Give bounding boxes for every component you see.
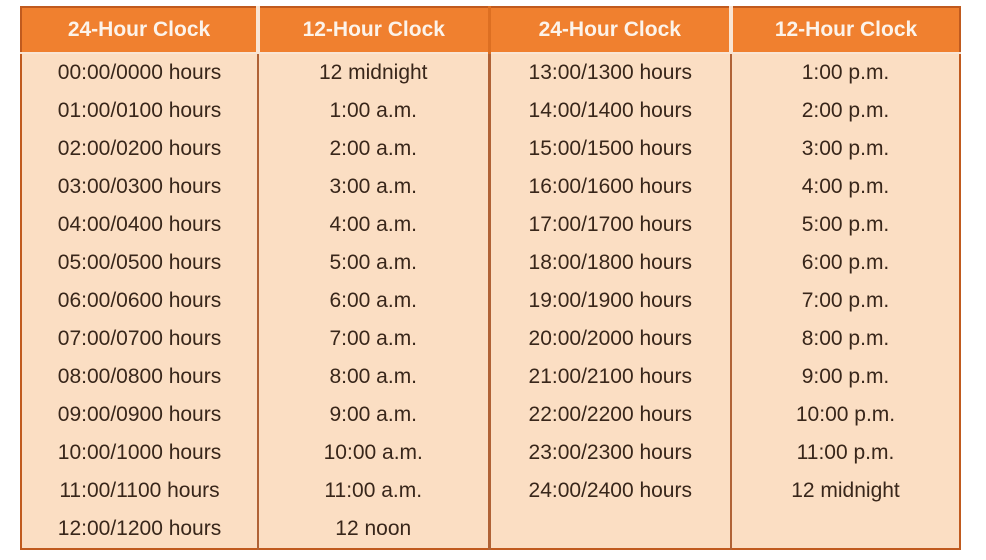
table-row xyxy=(21,206,960,244)
table-cell: 11:00/1100 hours xyxy=(21,472,258,510)
table-cell: 20:00/2000 hours xyxy=(489,320,731,358)
table-cell: 6:00 p.m. xyxy=(731,244,960,282)
table-cell: 2:00 p.m. xyxy=(731,92,960,130)
table-cell: 07:00/0700 hours xyxy=(21,320,258,358)
table-cell: 04:00/0400 hours xyxy=(21,206,258,244)
table-cell: 12:00/1200 hours xyxy=(21,510,258,549)
table-cell: 22:00/2200 hours xyxy=(489,396,731,434)
column-header-12hr-left: 12-Hour Clock xyxy=(258,7,489,53)
table-cell: 4:00 a.m. xyxy=(258,206,489,244)
table-cell: 5:00 a.m. xyxy=(258,244,489,282)
table-cell xyxy=(489,510,731,549)
table-row xyxy=(21,92,960,130)
table-cell: 10:00 p.m. xyxy=(731,396,960,434)
table-cell: 15:00/1500 hours xyxy=(489,130,731,168)
table-cell: 8:00 p.m. xyxy=(731,320,960,358)
table-row xyxy=(21,244,960,282)
table-row xyxy=(21,396,960,434)
table-row xyxy=(21,434,960,472)
table-cell: 4:00 p.m. xyxy=(731,168,960,206)
table-cell: 6:00 a.m. xyxy=(258,282,489,320)
table-row xyxy=(21,53,960,92)
table-cell: 12 midnight xyxy=(731,472,960,510)
table-row xyxy=(21,472,960,510)
clock-conversion-table xyxy=(20,6,961,550)
column-header-12hr-right: 12-Hour Clock xyxy=(731,7,960,53)
table-cell: 11:00 p.m. xyxy=(731,434,960,472)
table-cell: 3:00 p.m. xyxy=(731,130,960,168)
table-cell: 8:00 a.m. xyxy=(258,358,489,396)
table-row xyxy=(21,168,960,206)
table-cell: 10:00 a.m. xyxy=(258,434,489,472)
table-row xyxy=(21,320,960,358)
table-cell: 02:00/0200 hours xyxy=(21,130,258,168)
table-cell: 1:00 a.m. xyxy=(258,92,489,130)
table-cell: 06:00/0600 hours xyxy=(21,282,258,320)
table-cell xyxy=(731,510,960,549)
table-cell: 18:00/1800 hours xyxy=(489,244,731,282)
table-cell: 14:00/1400 hours xyxy=(489,92,731,130)
table-cell: 08:00/0800 hours xyxy=(21,358,258,396)
table-cell: 13:00/1300 hours xyxy=(489,53,731,92)
table-body xyxy=(21,53,960,549)
table-cell: 21:00/2100 hours xyxy=(489,358,731,396)
table-row xyxy=(21,358,960,396)
table-row xyxy=(21,130,960,168)
table-cell: 24:00/2400 hours xyxy=(489,472,731,510)
table-cell: 9:00 a.m. xyxy=(258,396,489,434)
table-cell: 17:00/1700 hours xyxy=(489,206,731,244)
table-cell: 05:00/0500 hours xyxy=(21,244,258,282)
table-cell: 23:00/2300 hours xyxy=(489,434,731,472)
table-header-row xyxy=(21,7,960,53)
table-row xyxy=(21,510,960,549)
table-cell: 5:00 p.m. xyxy=(731,206,960,244)
table-cell: 11:00 a.m. xyxy=(258,472,489,510)
table-cell: 03:00/0300 hours xyxy=(21,168,258,206)
table-cell: 10:00/1000 hours xyxy=(21,434,258,472)
table-cell: 7:00 a.m. xyxy=(258,320,489,358)
table-row xyxy=(21,282,960,320)
table-cell: 1:00 p.m. xyxy=(731,53,960,92)
table-cell: 00:00/0000 hours xyxy=(21,53,258,92)
table-cell: 3:00 a.m. xyxy=(258,168,489,206)
table-cell: 16:00/1600 hours xyxy=(489,168,731,206)
table-cell: 2:00 a.m. xyxy=(258,130,489,168)
table-cell: 12 noon xyxy=(258,510,489,549)
table-cell: 12 midnight xyxy=(258,53,489,92)
table-cell: 7:00 p.m. xyxy=(731,282,960,320)
column-header-24hr-left: 24-Hour Clock xyxy=(21,7,258,53)
column-header-24hr-right: 24-Hour Clock xyxy=(489,7,731,53)
table-cell: 9:00 p.m. xyxy=(731,358,960,396)
table-cell: 19:00/1900 hours xyxy=(489,282,731,320)
table-cell: 09:00/0900 hours xyxy=(21,396,258,434)
table-cell: 01:00/0100 hours xyxy=(21,92,258,130)
